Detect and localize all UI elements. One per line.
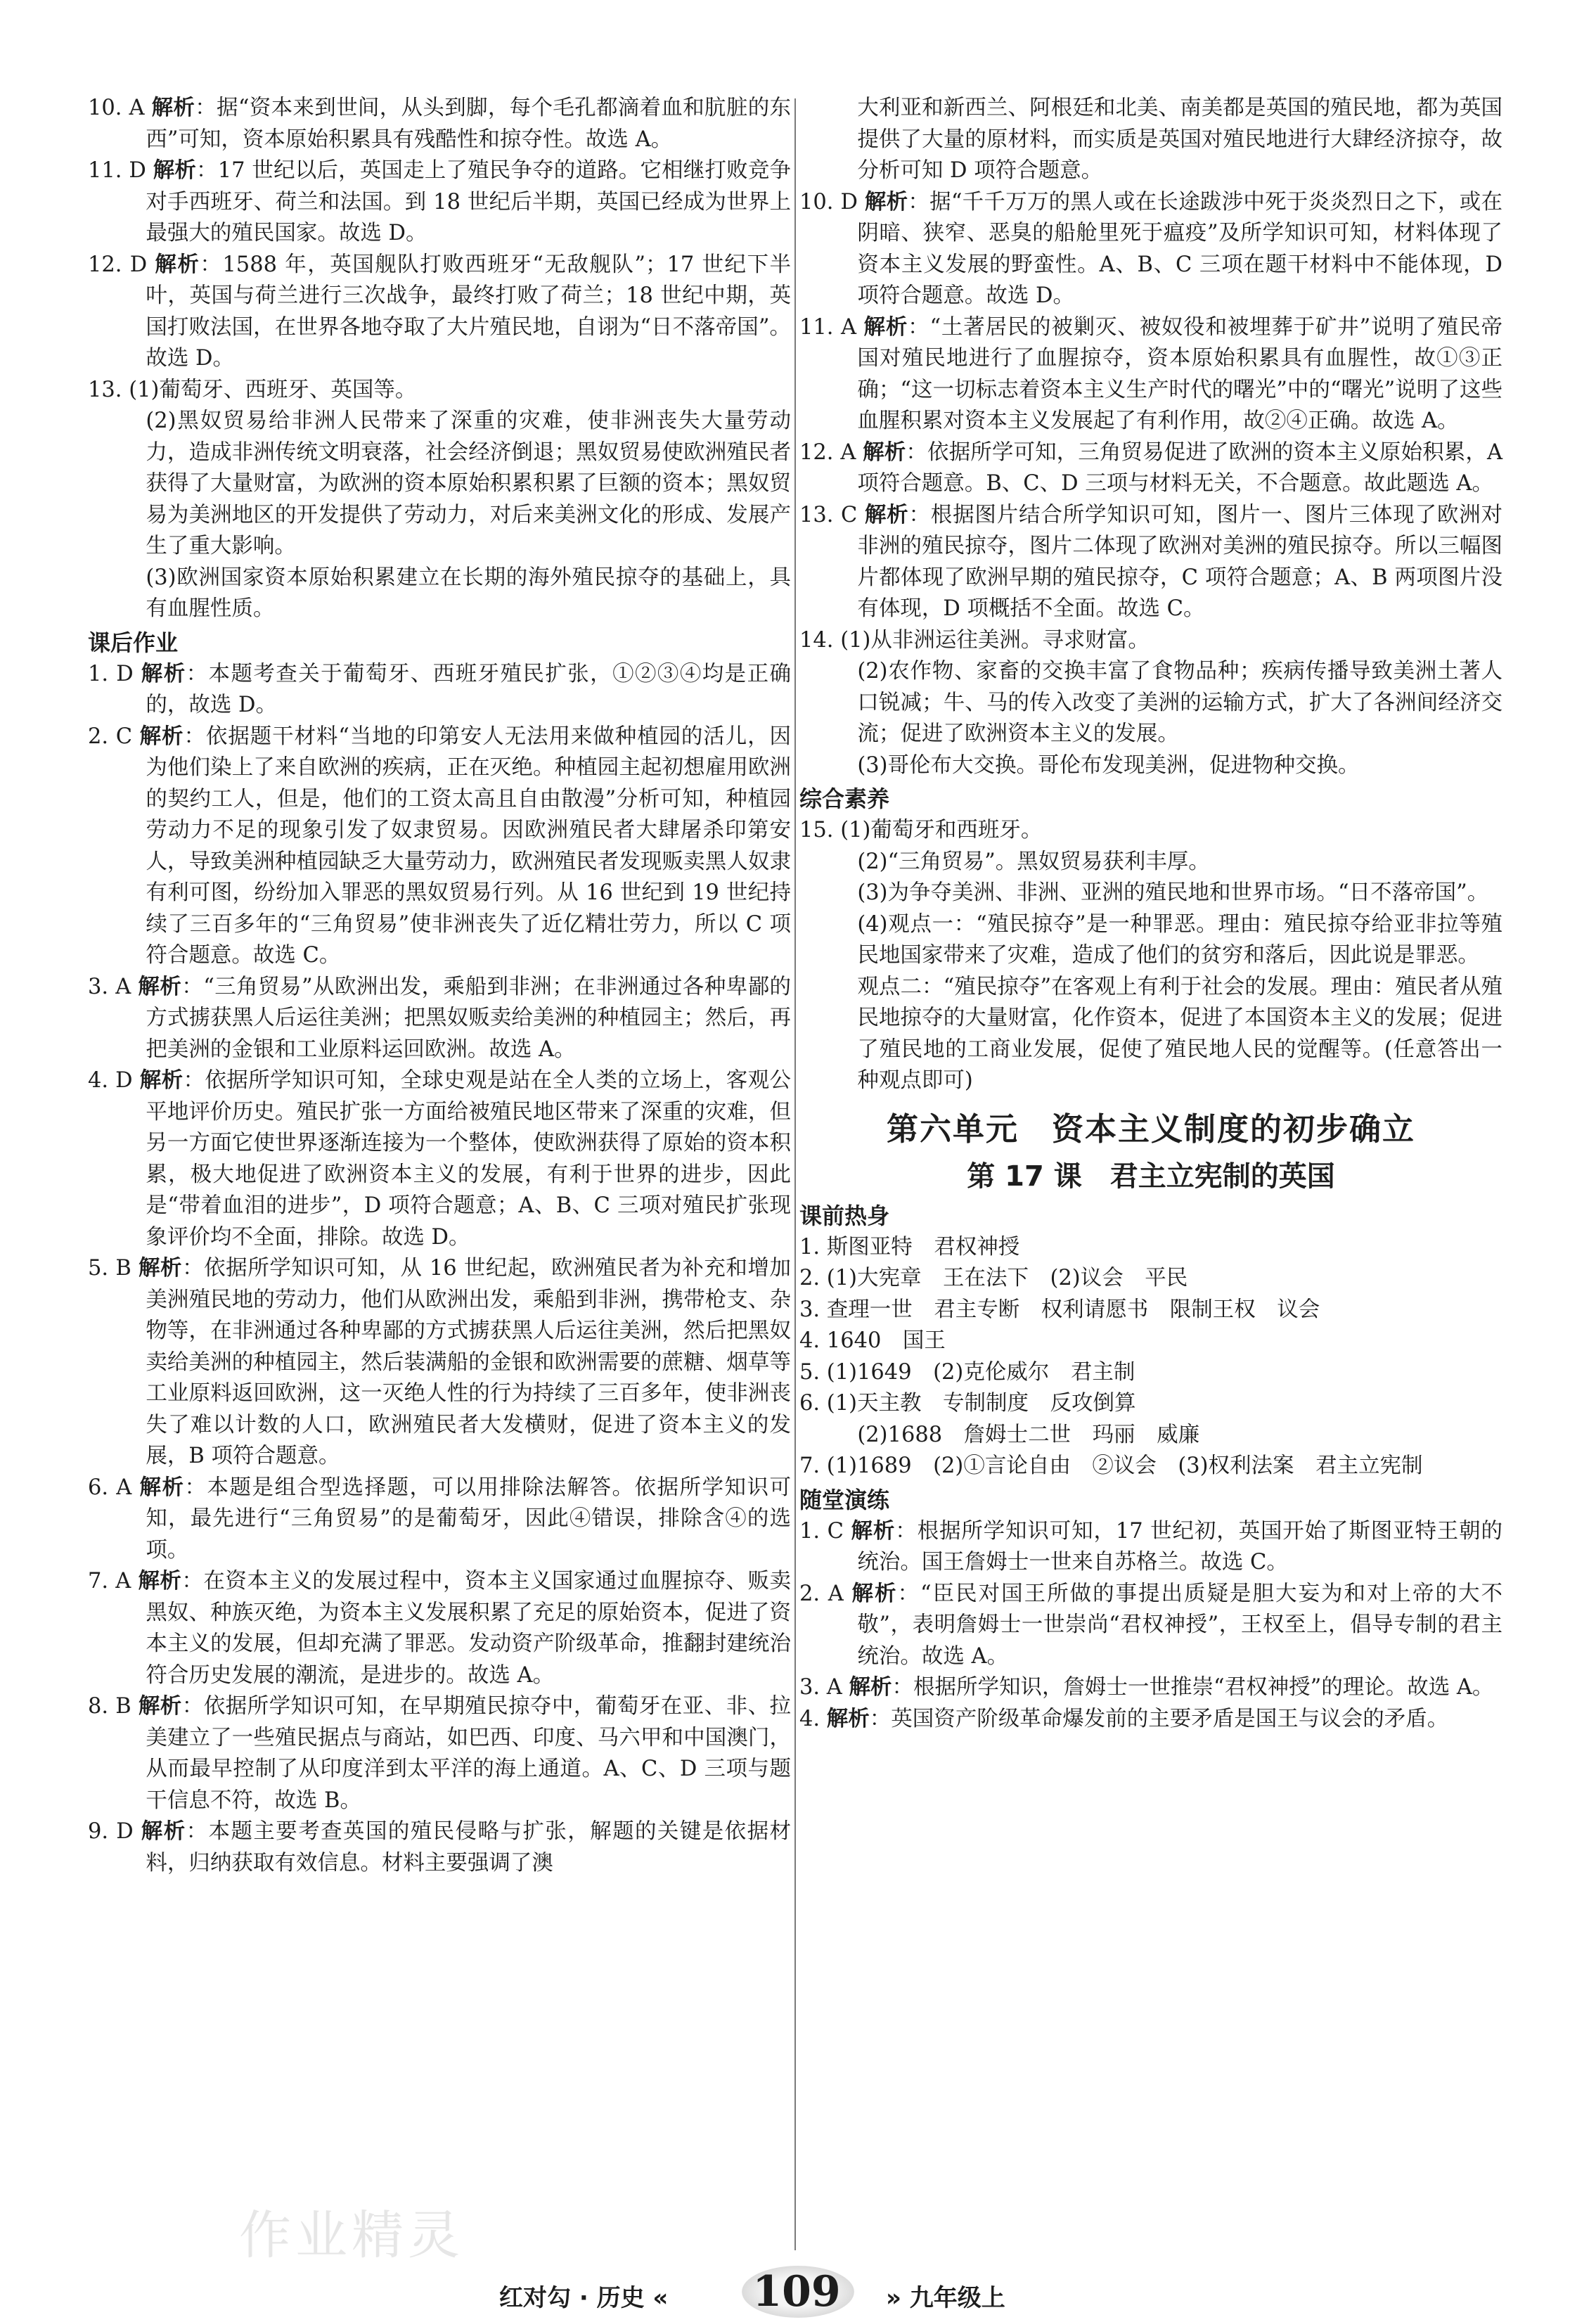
answer-number: 2. A — [799, 1581, 852, 1606]
answer-text: ：根据图片结合所学知识可知，图片一、图片三体现了欧洲对非洲的殖民掠夺，图片二体现了欧洲对美洲的殖民掠夺。所以三幅图片都体现了欧洲早期的殖民掠夺，C 项符合题意；A、B 两项图片没有体现，D 项概括不全面。故选 C。 — [857, 502, 1503, 621]
analysis-label: 解析 — [851, 1581, 898, 1606]
answer-item — [88, 1566, 791, 1691]
answer-continuation — [799, 1420, 1502, 1451]
answer-number: 3. A — [799, 1675, 849, 1700]
analysis-label: 解析 — [138, 1569, 182, 1593]
analysis-label: 解析 — [138, 974, 182, 999]
answer-number: 1. — [799, 1234, 827, 1259]
answer-item — [88, 1473, 791, 1567]
answer-item — [799, 1232, 1502, 1264]
analysis-label: 解析 — [141, 1819, 186, 1844]
answer-item — [88, 1816, 791, 1879]
answer-item — [799, 1704, 1502, 1736]
answer-number: 4. — [799, 1328, 827, 1353]
answer-text: 斯图亚特 君权神授 — [826, 1234, 1020, 1259]
answer-number: 13. C — [799, 502, 865, 527]
answer-item — [799, 1579, 1502, 1673]
footer-book-title: 红对勾 · 历史 « — [499, 2284, 669, 2312]
answer-continuation — [799, 909, 1502, 972]
answer-number: 6. — [799, 1391, 827, 1416]
analysis-label: 解析 — [153, 158, 197, 183]
left-column — [88, 93, 791, 1879]
answer-item — [88, 1065, 791, 1253]
answer-text: (1)天主教 专制制度 反攻倒算 — [826, 1391, 1136, 1416]
answer-text: (1)大宪章 王在法下 (2)议会 平民 — [826, 1266, 1188, 1290]
answer-item — [799, 187, 1502, 312]
answer-item — [799, 1357, 1502, 1389]
answer-number: 14. — [799, 627, 841, 653]
answer-item — [799, 1672, 1502, 1704]
analysis-label: 解析 — [864, 502, 909, 527]
answer-item — [88, 1253, 791, 1473]
answer-item — [799, 625, 1502, 657]
answer-number: 1. D — [88, 661, 141, 686]
answer-continuation — [88, 563, 791, 625]
answer-text: ：“土著居民的被剿灭、被奴役和被埋葬于矿井”说明了殖民帝国对殖民地进行了血腥掠夺，资本原始积累具有血腥性，故①③正确；“这一切标志着资本主义生产时代的曙光”中的“曙光”说明了这些血腥积累对资本主义发展起了有利作用，故②④正确。故选 A。 — [857, 314, 1503, 433]
answer-continuation — [88, 406, 791, 563]
answer-item — [799, 1295, 1502, 1326]
answer-number: 7. A — [88, 1569, 139, 1593]
analysis-label: 解析 — [139, 1068, 184, 1093]
answer-item — [88, 1691, 791, 1816]
answer-continuation — [799, 656, 1502, 750]
answer-text: ：“三角贸易”从欧洲出发，乘船到非洲；在非洲通过各种卑鄙的方式掳获黑人后运往美洲；把黑奴贩卖给美洲的种植园主；然后，再把美洲的金银和工业原料运回欧洲。故选 A。 — [146, 974, 792, 1062]
answer-text: (4)观点一：“殖民掠夺”是一种罪恶。理由：殖民掠夺给亚非拉等殖民地国家带来了灾难，造成了他们的贫穷和落后，因此说是罪恶。 — [857, 911, 1502, 968]
answer-number: 7. — [799, 1454, 827, 1478]
answer-text: ：根据所学知识可知，17 世纪初，英国开始了斯图亚特王朝的统治。国王詹姆士一世来自苏格兰。故选 C。 — [857, 1518, 1503, 1574]
analysis-label: 解析 — [139, 1475, 185, 1500]
answer-number: 12. D — [88, 252, 155, 277]
answer-number: 3. — [799, 1297, 827, 1322]
answer-text: ：据“千千万万的黑人或在长途跋涉中死于炎炎烈日之下，或在阴暗、狭窄、恶臭的船舱里死于瘟疫”及所学知识可知，材料体现了资本主义发展的野蛮性。A、B、C 三项在题干材料中不能体现，D 项符合题意。故选 D。 — [857, 189, 1503, 308]
answer-number: 5. B — [88, 1256, 139, 1281]
answer-text: ：17 世纪以后，英国走上了殖民争夺的道路。它相继打败竞争对手西班牙、荷兰和法国。到 18 世纪后半期，英国已经成为世界上最强大的殖民国家。故选 D。 — [146, 158, 791, 245]
footer-grade: » 九年级上 — [886, 2284, 1005, 2312]
analysis-label: 解析 — [863, 440, 906, 465]
answer-text: ：英国资产阶级革命爆发前的主要矛盾是国王与议会的矛盾。 — [869, 1706, 1449, 1731]
analysis-label: 解析 — [155, 252, 200, 277]
answer-item — [799, 500, 1502, 625]
answer-item — [799, 437, 1502, 500]
answer-item — [88, 972, 791, 1066]
answer-number: 12. A — [799, 440, 863, 465]
answer-text: (1)葡萄牙、西班牙、英国等。 — [129, 377, 417, 402]
answer-item — [88, 659, 791, 721]
answer-item — [799, 815, 1502, 847]
answer-number: 4. D — [88, 1068, 140, 1093]
answer-continuation — [799, 847, 1502, 878]
answer-number: 5. — [799, 1359, 827, 1385]
page-footer — [0, 2266, 1596, 2322]
answer-number: 11. D — [88, 158, 153, 183]
answer-item — [88, 155, 791, 250]
column-divider — [794, 98, 796, 2250]
answer-number: 6. A — [88, 1475, 140, 1500]
section-heading: 课前热身 — [799, 1202, 890, 1229]
answer-item — [88, 375, 791, 406]
answer-text: 观点二：“殖民掠夺”在客观上有利于社会的发展。理由：殖民者从殖民地掠夺的大量财富，化作资本，促进了本国资本主义的发展；促进了殖民地的工商业发展，促使了殖民地人民的觉醒等。(任意答出一种观点即可) — [857, 974, 1502, 1093]
answer-text: ：依据所学知识可知，在早期殖民掠夺中，葡萄牙在亚、非、拉美建立了一些殖民据点与商站，如巴西、印度、马六甲和中国澳门，从而最早控制了从印度洋到太平洋的海上通道。A、C、D 三项与题干信息不符，故选 B。 — [146, 1694, 792, 1813]
answer-text: ：本题考查关于葡萄牙、西班牙殖民扩张，①②③④均是正确的，故选 D。 — [146, 661, 791, 717]
answer-item — [88, 93, 791, 155]
answer-text: (2)“三角贸易”。黑奴贸易获利丰厚。 — [857, 849, 1210, 874]
answer-number: 1. C — [799, 1518, 851, 1544]
analysis-label: 解析 — [139, 724, 184, 749]
analysis-label: 解析 — [139, 1256, 183, 1281]
answer-number: 8. B — [88, 1694, 139, 1719]
answer-text: (2)黑奴贸易给非洲人民带来了深重的灾难，使非洲丧失大量劳动力，造成非洲传统文明衰落，社会经济倒退；黑奴贸易使欧洲殖民者获得了大量财富，为欧洲的资本原始积累积累了巨额的资本；黑奴贸易为美洲地区的开发提供了劳动力，对后来美洲文化的形成、发展产生了重大影响。 — [146, 409, 791, 558]
answer-text: 查理一世 君主专断 权利请愿书 限制王权 议会 — [826, 1297, 1320, 1322]
answer-item — [799, 312, 1502, 437]
answer-text: ：依据所学知识可知，全球史观是站在全人类的立场上，客观公平地评价历史。殖民扩张一方面给被殖民地区带来了深重的灾难，但另一方面它使世界逐渐连接为一个整体，使欧洲获得了原始的资本积累，极大地促进了欧洲资本主义的发展，有利于世界的进步，因此是“带着血泪的进步”，D 项符合题意；A、B、C 三项对殖民扩张现象评价均不全面，排除。故选 D。 — [146, 1068, 792, 1250]
watermark: 作业精灵 — [239, 2205, 464, 2266]
analysis-label: 解析 — [138, 1694, 182, 1719]
answer-number: 3. A — [88, 974, 139, 999]
answer-text: ：根据所学知识，詹姆士一世推崇“君权神授”的理论。故选 A。 — [892, 1675, 1494, 1700]
answer-number: 10. D — [799, 189, 865, 214]
section-heading: 综合素养 — [799, 785, 890, 812]
answer-text: ：依据所学可知，三角贸易促进了欧洲的资本主义原始积累，A 项符合题意。B、C、D 三项与材料无关，不合题意。故此题选 A。 — [857, 440, 1503, 496]
answer-number: 13. — [88, 377, 129, 402]
answer-continuation — [799, 878, 1502, 909]
section-heading: 随堂演练 — [799, 1486, 890, 1513]
answer-item — [88, 250, 791, 375]
answer-text: ：据“资本来到世间，从头到脚，每个毛孔都滴着血和肮脏的东西”可知，资本原始积累具有残酷性和掠夺性。故选 A。 — [146, 96, 792, 152]
answer-item — [799, 1451, 1502, 1482]
right-column — [799, 93, 1502, 1735]
lesson-title: 第 17 课 君主立宪制的英国 — [967, 1160, 1335, 1193]
answer-continuation — [799, 750, 1502, 782]
answer-number: 4. — [799, 1706, 827, 1731]
analysis-label: 解析 — [826, 1706, 870, 1731]
answer-continuation — [799, 972, 1502, 1097]
answer-text: (1)1689 (2)①言论自由 ②议会 (3)权利法案 君主立宪制 — [826, 1454, 1423, 1478]
answer-text: 1640 国王 — [826, 1328, 946, 1353]
answer-text: (1)1649 (2)克伦威尔 君主制 — [826, 1359, 1135, 1385]
answer-number: 2. — [799, 1266, 827, 1290]
page-number: 109 — [752, 2267, 841, 2316]
answer-text: (2)农作物、家畜的交换丰富了食物品种；疾病传播导致美洲土著人口锐减；牛、马的传入改变了美洲的运输方式，扩大了各洲间经济交流；促进了欧洲资本主义的发展。 — [857, 659, 1502, 746]
answer-text: ：本题主要考查英国的殖民侵略与扩张，解题的关键是依据材料，归纳获取有效信息。材料主要强调了澳 — [146, 1819, 791, 1875]
answer-text: (3)欧洲国家资本原始积累建立在长期的海外殖民掠夺的基础上，具有血腥性质。 — [146, 565, 791, 621]
answer-text: (1)葡萄牙和西班牙。 — [840, 818, 1043, 842]
answer-item — [799, 1388, 1502, 1420]
answer-number: 15. — [799, 818, 841, 842]
answer-text: ：在资本主义的发展过程中，资本主义国家通过血腥掠夺、贩卖黑奴、种族灭绝，为资本主义发展积累了充足的原始资本，促进了资本主义的发展，但却充满了罪恶。发动资产阶级革命，推翻封建统治符合历史发展的潮流，是进步的。故选 A。 — [146, 1569, 791, 1688]
answer-text: ：依据题干材料“当地的印第安人无法用来做种植园的活儿，因为他们染上了来自欧洲的疾病，正在灭绝。种植园主起初想雇用欧洲的契约工人，但是，他们的工资太高且自由散漫”分析可知，种植园劳动力不足的现象引发了奴隶贸易。因欧洲殖民者大肆屠杀印第安人，导致美洲种植园缺乏大量劳动力，欧洲殖民者发现贩卖黑人奴隶有利可图，纷纷加入罪恶的黑奴贸易行列。从 16 世纪到 19 世纪持续了三百多年的“三角贸易”使非洲丧失了近亿精壮劳力，所以 C 项符合题意。故选 C。 — [146, 724, 791, 968]
answer-number: 9. D — [88, 1819, 141, 1844]
analysis-label: 解析 — [151, 96, 195, 120]
answer-number: 2. C — [88, 724, 140, 749]
answer-item — [799, 1326, 1502, 1357]
answer-text: ：本题是组合型选择题，可以用排除法解答。依据所学知识可知，最先进行“三角贸易”的是葡萄牙，因此④错误，排除含④的选项。 — [146, 1475, 791, 1563]
answer-text: 大利亚和新西兰、阿根廷和北美、南美都是英国的殖民地，都为英国提供了大量的原材料，而实质是英国对殖民地进行大肆经济掠夺，故分析可知 D 项符合题意。 — [857, 96, 1502, 183]
answer-text: ：“臣民对国王所做的事提出质疑是胆大妄为和对上帝的大不敬”，表明詹姆士一世崇尚“君权神授”，王权至上，倡导专制的君主统治。故选 A。 — [857, 1581, 1502, 1669]
analysis-label: 解析 — [851, 1518, 896, 1544]
unit-title: 第六单元 资本主义制度的初步确立 — [886, 1110, 1415, 1148]
answer-text: (3)哥伦布大交换。哥伦布发现美洲，促进物种交换。 — [857, 752, 1360, 778]
answer-item — [88, 721, 791, 972]
answer-item — [799, 1263, 1502, 1295]
analysis-label: 解析 — [141, 661, 186, 686]
analysis-label: 解析 — [864, 189, 908, 214]
analysis-label: 解析 — [849, 1675, 892, 1700]
section-heading: 课后作业 — [88, 629, 179, 656]
answer-number: 10. A — [88, 96, 152, 120]
analysis-label: 解析 — [863, 314, 908, 340]
answer-text: ：1588 年，英国舰队打败西班牙“无敌舰队”；17 世纪下半叶，英国与荷兰进行三次战争，最终打败了荷兰；18 世纪中期，英国打败法国，在世界各地夺取了大片殖民地，自诩为“日不落帝国”。故选 D。 — [146, 252, 791, 371]
answer-text: (1)从非洲运往美洲。寻求财富。 — [840, 627, 1150, 653]
answer-text: (2)1688 詹姆士二世 玛丽 威廉 — [857, 1422, 1200, 1447]
answer-text: ：依据所学知识可知，从 16 世纪起，欧洲殖民者为补充和增加美洲殖民地的劳动力，他们从欧洲出发，乘船到非洲，携带枪支、杂物等，在非洲通过各种卑鄙的方式掳获黑人后运往美洲，然后把黑奴卖给美洲的种植园主，然后装满船的金银和欧洲需要的蔗糖、烟草等工业原料返回欧洲，这一灭绝人性的行为持续了三百多年，使非洲丧失了难以计数的人口，欧洲殖民者大发横财，促进了资本主义的发展，B 项符合题意。 — [146, 1256, 792, 1468]
answer-continuation — [799, 93, 1502, 187]
answer-text: (3)为争夺美洲、非洲、亚洲的殖民地和世界市场。“日不落帝国”。 — [857, 880, 1489, 905]
answer-number: 11. A — [799, 314, 864, 340]
answer-item — [799, 1516, 1502, 1579]
